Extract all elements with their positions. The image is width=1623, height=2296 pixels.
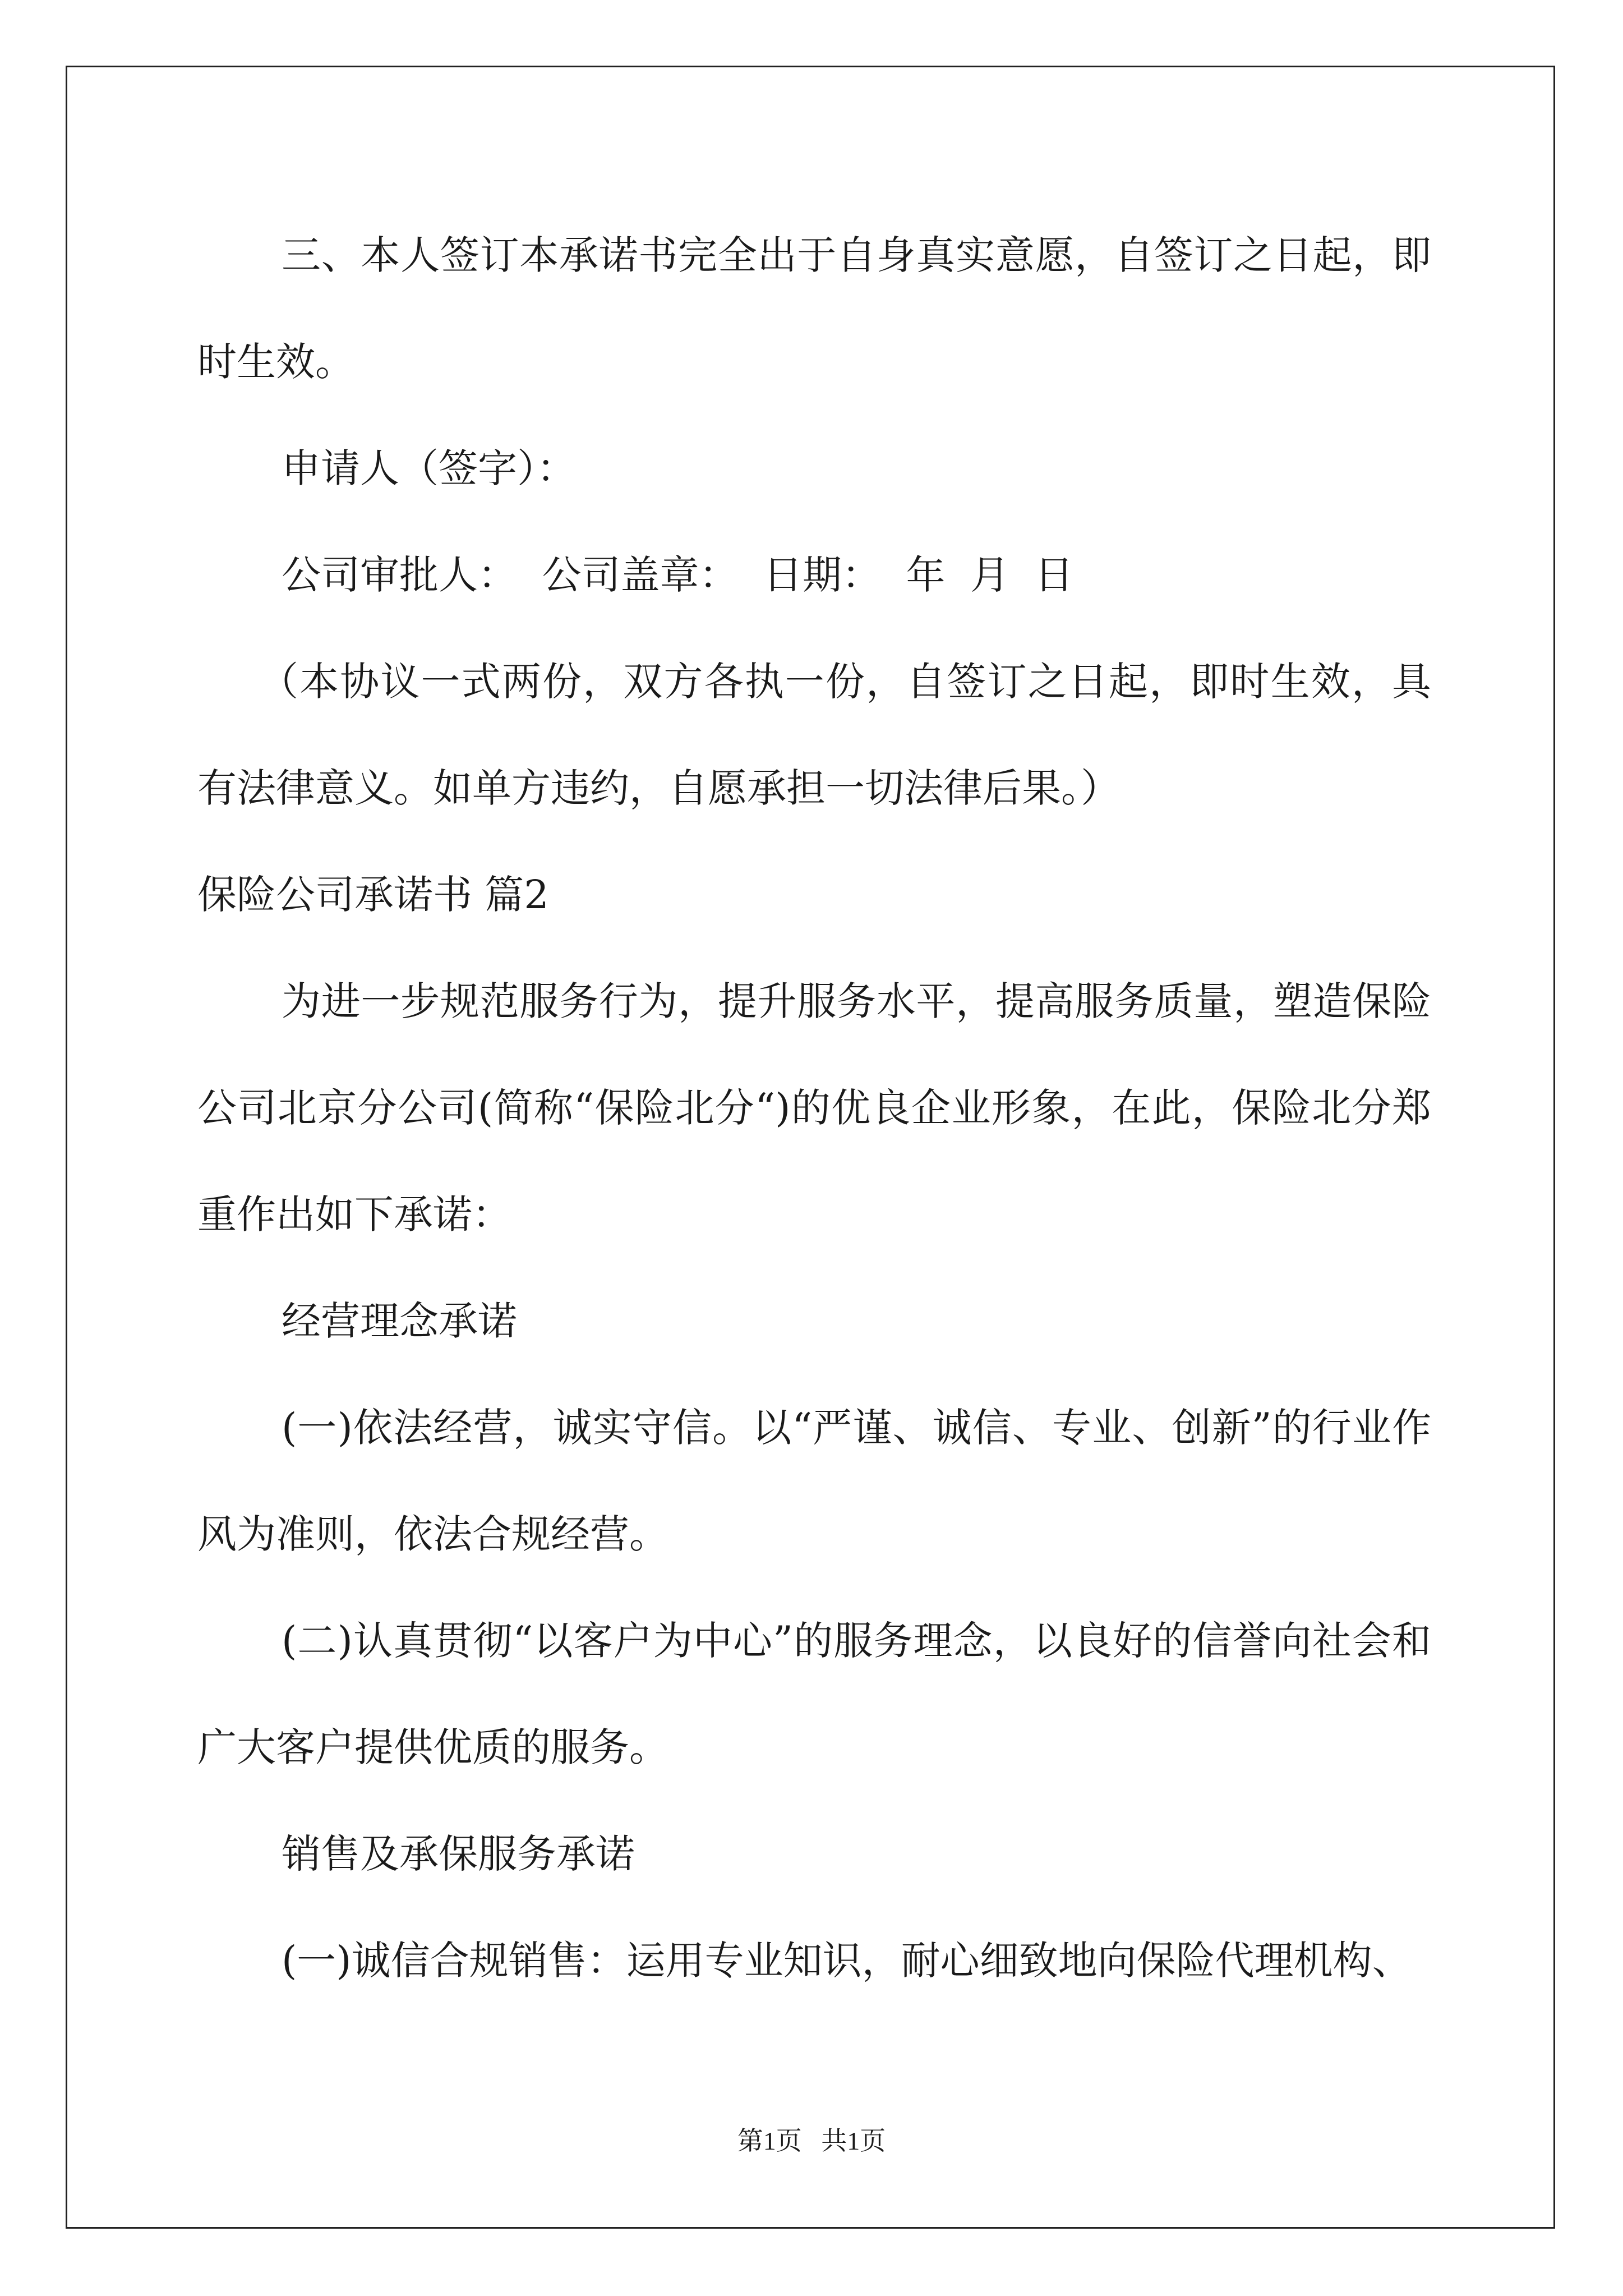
section-title: 保险公司承诺书 篇2 [197, 872, 549, 918]
paragraph-item-1: (一)依法经营，诚实守信。以“严谨、诚信、专业、创新”的行业作风为准则，依法合规经营。 [197, 1405, 1431, 1557]
subheading-business-philosophy: 经营理念承诺 [282, 1298, 517, 1344]
paragraph-applicant-signature: 申请人（签字）： [282, 445, 576, 491]
document-body [197, 202, 1431, 2014]
paragraph-approval-line: 公司审批人： 公司盖章： 日期： 年 月 日 [282, 552, 1074, 598]
paragraph-agreement-note: （本协议一式两份，双方各执一份，自签订之日起，即时生效，具有法律意义。如单方违约，自愿承担一切法律后果。） [197, 659, 1431, 811]
paragraph-sales-item-1: (一)诚信合规销售：运用专业知识，耐心细致地向保险代理机构、 [282, 1938, 1412, 1984]
subheading-sales-underwriting: 销售及承保服务承诺 [282, 1831, 635, 1877]
paragraph-item-2: (二)认真贯彻“以客户为中心”的服务理念，以良好的信誉向社会和广大客户提供优质的服务。 [197, 1618, 1431, 1770]
paragraph-commitment-3: 三、本人签订本承诺书完全出于自身真实意愿，自签订之日起，即时生效。 [197, 232, 1431, 385]
page-footer: 第1页 共1页 [737, 2127, 886, 2155]
paragraph-intro: 为进一步规范服务行为，提升服务水平，提高服务质量，塑造保险公司北京分公司(简称“保险北分“)的优良企业形象，在此，保险北分郑重作出如下承诺： [197, 978, 1431, 1237]
